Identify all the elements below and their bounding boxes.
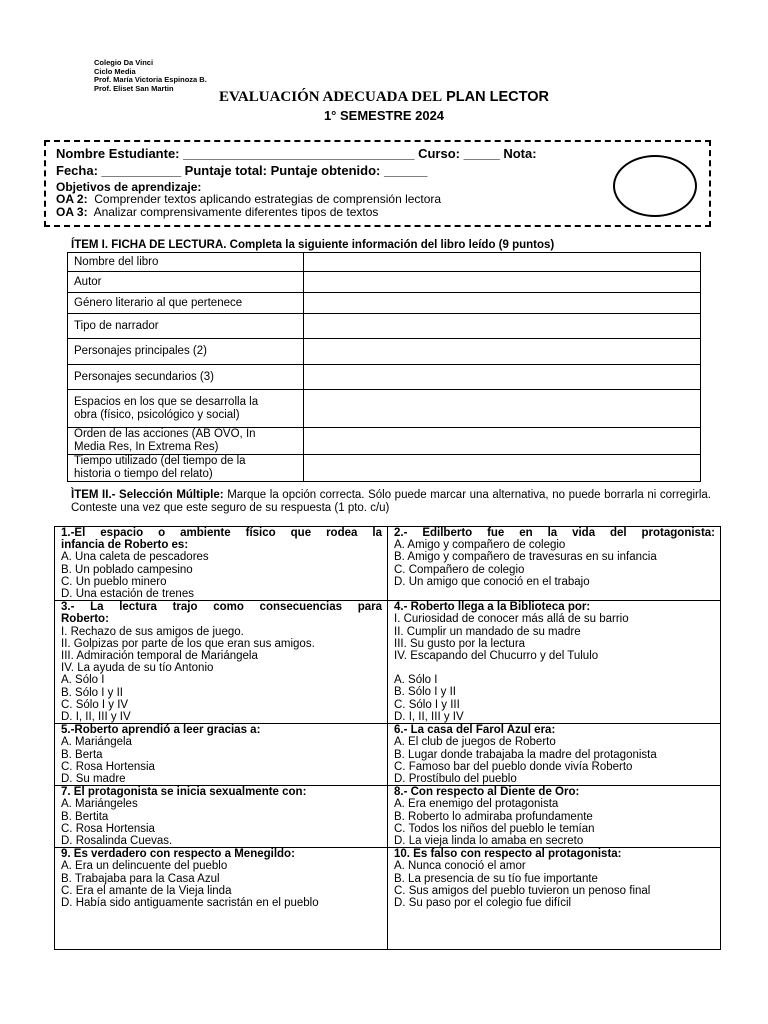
question-stem: 3.- La lectura trajo como consecuencias para [61, 601, 382, 614]
question-cell-4 [388, 601, 721, 724]
answer-option[interactable]: D. Rosalinda Cuevas. [61, 835, 173, 848]
answer-option[interactable]: C. Sólo I y IV [61, 698, 129, 711]
record-label: Género literario al que pertenece [68, 293, 304, 314]
answer-option[interactable]: D. Había sido antiguamente sacristán en el pueblo [61, 897, 319, 910]
question-stem: 7. El protagonista se inicia sexualmente con: [61, 786, 307, 799]
answer-option[interactable]: B. Un poblado campesino [61, 563, 193, 576]
answer-option[interactable]: C. Era el amante de la Vieja linda [61, 884, 232, 897]
answer-option: IV. Escapando del Chucurro y del Tululo [394, 650, 599, 663]
answer-option: I. Curiosidad de conocer más allá de su barrio [394, 613, 629, 626]
answer-option[interactable]: C. Todos los niños del pueblo le temían [394, 822, 595, 835]
answer-option[interactable]: C. Compañero de colegio [394, 563, 525, 576]
answer-option[interactable]: D. I, II, III y IV [394, 710, 464, 723]
record-label [68, 390, 304, 428]
item2-instructions [71, 489, 711, 515]
record-answer-cell[interactable] [304, 314, 701, 339]
answer-option[interactable]: A. Mariángeles [61, 798, 138, 811]
reading-record-table [67, 252, 701, 482]
answer-option[interactable]: D. I, II, III y IV [61, 711, 131, 724]
record-answer-cell[interactable] [304, 253, 701, 272]
question-stem: Roberto: [61, 613, 109, 626]
oa3-text: Analizar comprensivamente diferentes tipos de textos [93, 205, 379, 219]
answer-option[interactable]: A. Sólo I [394, 674, 438, 687]
answer-option[interactable]: A. El club de juegos de Roberto [394, 736, 556, 749]
question-cell-8 [388, 786, 721, 848]
answer-option[interactable]: B. Sólo I y II [394, 686, 456, 699]
record-answer-cell[interactable] [304, 455, 701, 482]
answer-option[interactable]: D. Prostíbulo del pueblo [394, 773, 517, 786]
oa2-code: OA 2: [56, 192, 88, 206]
spacer [394, 662, 715, 674]
answer-option[interactable]: A. Sólo I [61, 674, 105, 687]
answer-option: I. Rechazo de sus amigos de juego. [61, 625, 244, 638]
item1-lead: ÍTEM I. FICHA DE LECTURA. [71, 239, 227, 251]
record-label: Nombre del libro [68, 253, 304, 272]
grade-circle[interactable] [613, 155, 697, 217]
answer-option[interactable]: C. Sólo I y III [394, 698, 460, 711]
institution-line: Prof. María Victoria Espinoza B. [94, 75, 207, 85]
answer-option[interactable]: D. Un amigo que conoció en el trabajo [394, 575, 590, 588]
objective-oa3 [56, 205, 378, 219]
oa3-code: OA 3: [56, 205, 88, 219]
date-score-row[interactable]: Fecha: ___________ Puntaje total: Puntaje obtenido: ______ [56, 163, 428, 178]
answer-option[interactable]: B. Bertita [61, 810, 109, 823]
student-name-row[interactable]: Nombre Estudiante: ________________________________ Curso: _____ Nota: [56, 146, 537, 161]
title-sans: PLAN LECTOR [446, 89, 549, 105]
record-label-line: historia o tiempo del relato) [74, 468, 213, 480]
item1-heading [71, 239, 554, 251]
item2-lead: ÌTEM II.- Selección Múltiple: [71, 489, 224, 501]
answer-option[interactable]: C. Rosa Hortensia [61, 760, 155, 773]
answer-option[interactable]: B. Lugar donde trabajaba la madre del protagonista [394, 748, 657, 761]
record-label-line: Espacios en los que se desarrolla la [74, 395, 259, 408]
answer-option[interactable]: D. Una estación de trenes [61, 588, 194, 601]
answer-option[interactable]: B. Berta [61, 748, 103, 761]
record-label-line: Orden de las acciones (AB OVO, In [74, 428, 256, 440]
answer-option[interactable]: B. Sólo I y II [61, 686, 123, 699]
answer-option[interactable]: A. Nunca conoció el amor [394, 860, 526, 873]
question-stem: 10. Es falso con respecto al protagonista: [394, 848, 622, 861]
record-label-line: Media Res, In Extrema Res) [74, 441, 219, 453]
question-cell-10 [388, 848, 721, 950]
question-stem: 6.- La casa del Farol Azul era: [394, 724, 556, 737]
answer-option: II. Cumplir un mandado de su madre [394, 625, 581, 638]
question-stem: 9. Es verdadero con respecto a Menegildo: [61, 848, 295, 861]
answer-option[interactable]: A. Mariángela [61, 736, 132, 749]
record-answer-cell[interactable] [304, 339, 701, 365]
answer-option: III. Admiración temporal de Mariángela [61, 650, 258, 663]
answer-option[interactable]: C. Famoso bar del pueblo donde vivía Roberto [394, 760, 633, 773]
record-answer-cell[interactable] [304, 365, 701, 390]
record-label: Autor [68, 272, 304, 293]
oa2-text: Comprender textos aplicando estrategias de comprensión lectora [94, 192, 442, 206]
answer-option[interactable]: B. La presencia de su tío fue importante [394, 872, 598, 885]
title-serif: EVALUACIÓN ADECUADA DEL [219, 89, 443, 105]
record-label: Tipo de narrador [68, 314, 304, 339]
answer-option[interactable]: A. Era enemigo del protagonista [394, 798, 559, 811]
answer-option[interactable]: D. Su paso por el colegio fue difícil [394, 897, 572, 910]
item2-text: Marque la opción correcta. Sólo puede marcar una alternativa, no puede borrarla ni corregirla. Conteste una vez que este seguro de su respuesta (1 pto. c/u) [71, 489, 712, 514]
record-answer-cell[interactable] [304, 428, 701, 455]
answer-option: IV. La ayuda de su tío Antonio [61, 662, 214, 675]
record-label-line: Tiempo utilizado (del tiempo de la [74, 455, 246, 467]
record-label [68, 428, 304, 455]
question-cell-6 [388, 724, 721, 786]
question-cell-2 [388, 527, 721, 601]
answer-option[interactable]: C. Rosa Hortensia [61, 822, 155, 835]
record-label: Personajes principales (2) [68, 339, 304, 365]
question-cell-9 [55, 848, 388, 950]
institution-line: Ciclo Media [94, 66, 136, 76]
record-answer-cell[interactable] [304, 272, 701, 293]
institution-line: Prof. Eliset San Martin [94, 83, 174, 93]
student-header-box [44, 140, 711, 227]
answer-option[interactable]: B. Roberto lo admiraba profundamente [394, 810, 593, 823]
question-cell-3 [55, 601, 388, 724]
institution-line: Colegio Da Vinci [94, 58, 154, 67]
question-cell-7 [55, 786, 388, 848]
item1-text: Completa la siguiente información del libro leído (9 puntos) [229, 239, 555, 251]
multiple-choice-table [54, 526, 721, 950]
record-label-line: obra (físico, psicológico y social) [74, 408, 240, 421]
answer-option[interactable]: C. Sus amigos del pueblo tuvieron un penoso final [394, 884, 651, 897]
answer-option[interactable]: D. Su madre [61, 773, 126, 786]
question-stem: 5.-Roberto aprendió a leer gracias a: [61, 724, 261, 737]
question-stem: infancia de Roberto es: [61, 539, 189, 552]
record-answer-cell[interactable] [304, 390, 701, 428]
answer-option[interactable]: B. Amigo y compañero de travesuras en su infancia [394, 551, 657, 564]
objectives-heading: Objetivos de aprendizaje: [56, 180, 202, 194]
answer-option: II. Golpizas por parte de los que eran sus amigos. [61, 637, 315, 650]
record-answer-cell[interactable] [304, 293, 701, 314]
record-label: Personajes secundarios (3) [68, 365, 304, 390]
objective-oa2 [56, 192, 441, 206]
question-stem: 2.- Edilberto fue en la vida del protagonista: [394, 527, 715, 539]
question-stem: 1.-El espacio o ambiente físico que rodea la [61, 527, 382, 539]
answer-option[interactable]: B. Trabajaba para la Casa Azul [61, 872, 220, 885]
question-cell-1 [55, 527, 388, 601]
question-cell-5 [55, 724, 388, 786]
page-subtitle: 1° SEMESTRE 2024 [323, 108, 445, 123]
answer-option[interactable]: A. Era un delincuente del pueblo [61, 860, 228, 873]
question-stem: 8.- Con respecto al Diente de Oro: [394, 786, 580, 799]
record-label [68, 455, 304, 482]
page-title [0, 89, 768, 106]
answer-option: III. Su gusto por la lectura [394, 637, 526, 650]
answer-option[interactable]: C. Un pueblo minero [61, 575, 167, 588]
question-stem: 4.- Roberto llega a la Biblioteca por: [394, 601, 591, 614]
answer-option[interactable]: A. Amigo y compañero de colegio [394, 539, 566, 552]
answer-option[interactable]: D. La vieja linda lo amaba en secreto [394, 835, 584, 848]
answer-option[interactable]: A. Una caleta de pescadores [61, 551, 209, 564]
